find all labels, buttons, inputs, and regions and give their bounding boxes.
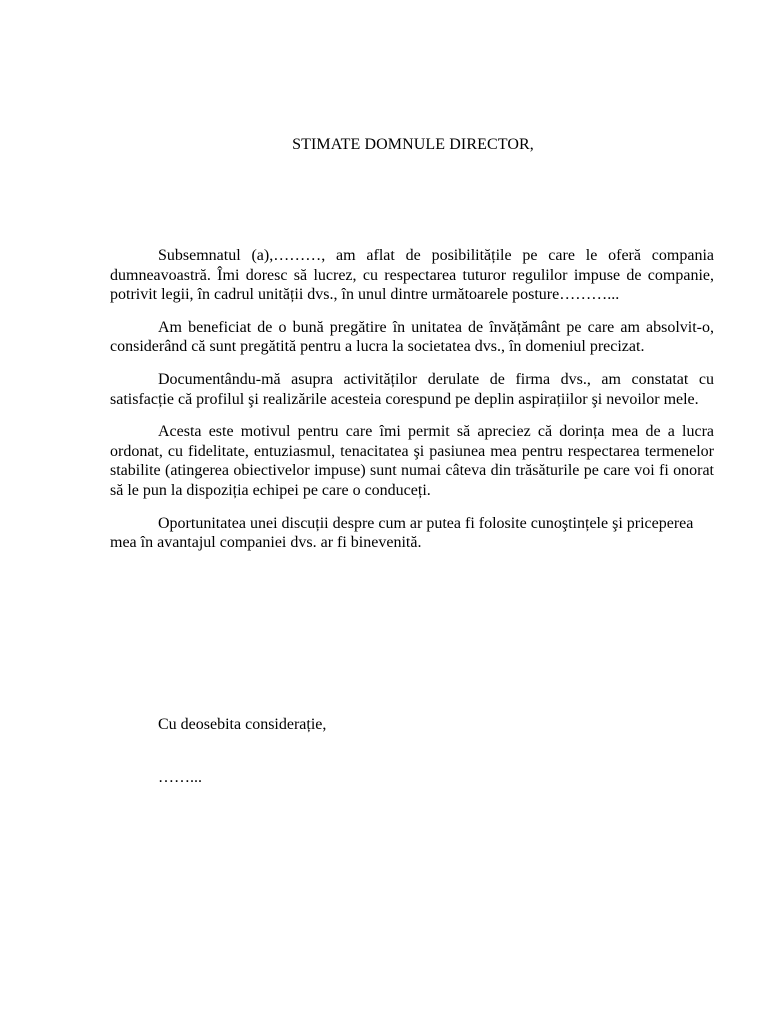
paragraph-qualities: Acesta este motivul pentru care îmi permit să apreciez că dorința mea de a lucra ordonat, cu fidelitate, entuziasmul, tenacitatea şi pasiunea mea pentru respectarea termenelor stabilite (atingerea obiectivelor impuse) sunt numai câteva din trăsăturile pe care voi fi onorat să le pun la dispoziția echipei pe care o conduceți. <box>110 423 714 499</box>
paragraph-company-research: Documentându-mă asupra activităților derulate de firma dvs., am constatat cu satisfacție că profilul şi realizările acesteia corespund pe deplin aspirațiilor şi nevoilor mele. <box>110 370 714 408</box>
letter-salutation: STIMATE DOMNULE DIRECTOR, <box>292 136 534 153</box>
paragraph-application-intent: Subsemnatul (a),………, am aflat de posibilitățile pe care le oferă compania dumneavoastră. Îmi doresc să lucrez, cu respectarea tuturor regulilor impuse de companie, potrivit legii, în cadrul unității dvs., în unul dintre următoarele posture………... <box>110 247 714 304</box>
letter-closing: Cu deosebita considerație, <box>158 716 327 733</box>
paragraph-interview-request: Oportunitatea unei discuții despre cum ar putea fi folosite cunoştințele şi priceperea mea în avantajul companiei dvs. ar fi binevenită. <box>110 514 694 552</box>
paragraph-education: Am beneficiat de o bună pregătire în unitatea de învățământ pe care am absolvit-o, considerând că sunt pregătită pentru a lucra la societatea dvs., în domeniul precizat. <box>110 318 714 356</box>
signature-placeholder: ……... <box>158 769 202 786</box>
letter-body <box>110 246 714 566</box>
